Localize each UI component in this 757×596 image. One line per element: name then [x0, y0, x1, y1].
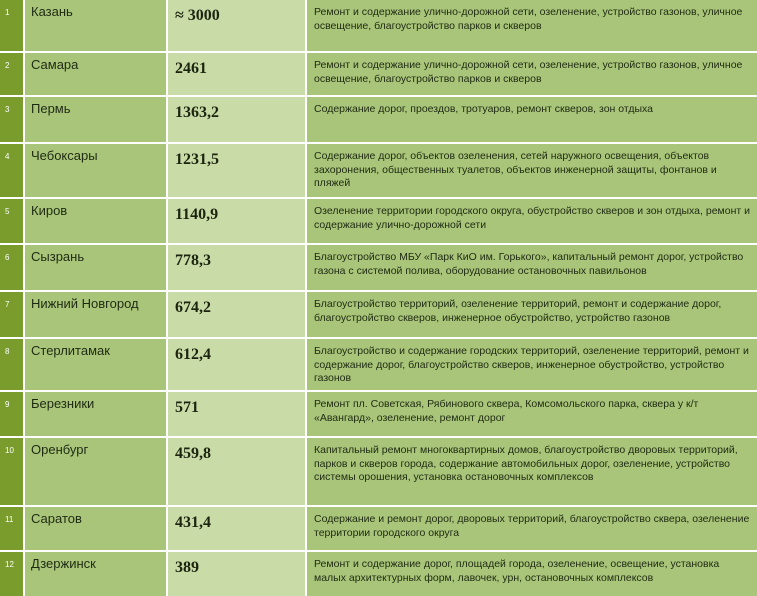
city-name: Оренбург: [25, 438, 168, 505]
table-row: [0, 144, 757, 197]
amount-value: 612,4: [168, 339, 307, 390]
table-row: [0, 0, 757, 51]
row-number: 3: [0, 97, 25, 142]
table-row: [0, 438, 757, 505]
table-row: [0, 97, 757, 142]
row-number: 7: [0, 292, 25, 337]
amount-value: 778,3: [168, 245, 307, 290]
amount-value: 431,4: [168, 507, 307, 550]
table-row: [0, 392, 757, 436]
city-name: Стерлитамак: [25, 339, 168, 390]
works-description: Благоустройство МБУ «Парк КиО им. Горького», капитальный ремонт дорог, устройство газона с системой полива, оборудование остановочных павильонов: [307, 245, 757, 290]
amount-value: 674,2: [168, 292, 307, 337]
table-row: [0, 292, 757, 337]
city-name: Казань: [25, 0, 168, 51]
works-description: Содержание дорог, проездов, тротуаров, ремонт скверов, зон отдыха: [307, 97, 757, 142]
city-name: Саратов: [25, 507, 168, 550]
works-description: Озеленение территории городского округа, обустройство скверов и зон отдыха, ремонт и содержание улично-дорожной сети: [307, 199, 757, 243]
city-name: Чебоксары: [25, 144, 168, 197]
row-number: 6: [0, 245, 25, 290]
row-number: 9: [0, 392, 25, 436]
city-name: Дзержинск: [25, 552, 168, 596]
row-number: 11: [0, 507, 25, 550]
row-number: 8: [0, 339, 25, 390]
amount-value: 459,8: [168, 438, 307, 505]
works-description: Ремонт и содержание улично-дорожной сети, озеленение, устройство газонов, уличное освещение, благоустройство парков и скверов: [307, 53, 757, 95]
works-description: Ремонт и содержание улично-дорожной сети, озеленение, устройство газонов, уличное освещение, благоустройство парков и скверов: [307, 0, 757, 51]
row-number: 2: [0, 53, 25, 95]
amount-value: 389: [168, 552, 307, 596]
table-row: [0, 552, 757, 596]
works-description: Содержание и ремонт дорог, дворовых территорий, благоустройство сквера, озеленение территории городского округа: [307, 507, 757, 550]
row-number: 5: [0, 199, 25, 243]
amount-value: 1231,5: [168, 144, 307, 197]
city-name: Пермь: [25, 97, 168, 142]
amount-value: 1363,2: [168, 97, 307, 142]
amount-value: ≈ 3000: [168, 0, 307, 51]
city-name: Березники: [25, 392, 168, 436]
row-number: 1: [0, 0, 25, 51]
city-name: Киров: [25, 199, 168, 243]
table-row: [0, 507, 757, 550]
works-description: Содержание дорог, объектов озеленения, сетей наружного освещения, объектов захоронения, общественных туалетов, объектов инженерной защиты, фонтанов и пляжей: [307, 144, 757, 197]
row-number: 4: [0, 144, 25, 197]
amount-value: 2461: [168, 53, 307, 95]
amount-value: 1140,9: [168, 199, 307, 243]
city-name: Нижний Новгород: [25, 292, 168, 337]
city-name: Сызрань: [25, 245, 168, 290]
table-row: [0, 199, 757, 243]
table-row: [0, 53, 757, 95]
table-row: [0, 245, 757, 290]
works-description: Благоустройство территорий, озеленение территорий, ремонт и содержание дорог, благоустройство скверов, инженерное обустройство, устройство газонов: [307, 292, 757, 337]
city-name: Самара: [25, 53, 168, 95]
works-description: Капитальный ремонт многоквартирных домов, благоустройство дворовых территорий, парков и скверов города, содержание автомобильных дорог, озеленение, устройство системы орошения, установка остановочных комплексов: [307, 438, 757, 505]
row-number: 10: [0, 438, 25, 505]
table-row: [0, 339, 757, 390]
row-number: 12: [0, 552, 25, 596]
works-description: Благоустройство и содержание городских территорий, озеленение территорий, ремонт и содержание дорог, благоустройство скверов, инженерное обустройство, устройство газонов: [307, 339, 757, 390]
works-description: Ремонт и содержание дорог, площадей города, озеленение, освещение, установка малых архитектурных форм, лавочек, урн, остановочных комплексов: [307, 552, 757, 596]
amount-value: 571: [168, 392, 307, 436]
works-description: Ремонт пл. Советская, Рябинового сквера, Комсомольского парка, сквера у к/т «Авангард», озеленение, ремонт дорог: [307, 392, 757, 436]
